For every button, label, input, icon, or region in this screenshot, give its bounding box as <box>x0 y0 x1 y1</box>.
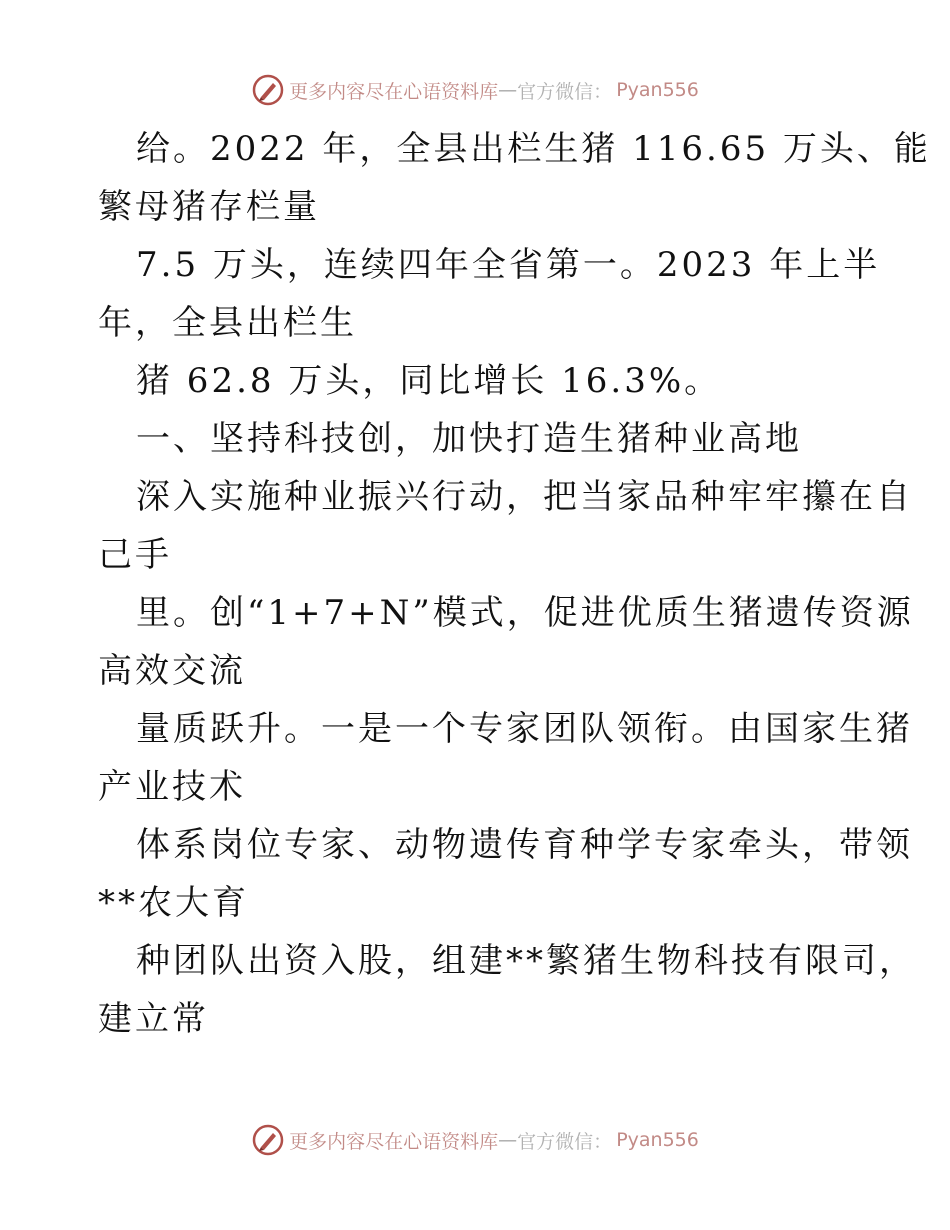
text-line: 体系岗位专家、动物遗传育种学专家牵头，带领 <box>136 825 913 865</box>
pen-logo-icon <box>251 1123 285 1157</box>
watermark-wechat-label: 官方微信： <box>517 1130 613 1153</box>
text-line: **农大育 <box>98 883 249 923</box>
watermark-dash: — <box>498 79 518 101</box>
watermark-text: 更多内容尽在心语资料库 <box>289 80 499 103</box>
watermark-text: 更多内容尽在心语资料库 <box>289 1130 499 1153</box>
text-line: 繁母猪存栏量 <box>98 187 320 227</box>
footer-watermark <box>0 1120 950 1160</box>
text-line: 7.5 万头，连续四年全省第一。2023 年上半 <box>136 245 881 285</box>
text-line: 年，全县出栏生 <box>98 303 357 343</box>
header-watermark <box>0 70 950 110</box>
text-line: 建立常 <box>98 999 209 1039</box>
text-line: 里。创“1+7+N”模式，促进优质生猪遗传资源 <box>136 593 914 633</box>
section-heading: 一、坚持科技创，加快打造生猪种业高地 <box>136 419 802 459</box>
watermark-dash: — <box>498 1129 518 1151</box>
text-line: 己手 <box>98 535 172 575</box>
text-line: 给。2022 年，全县出栏生猪 116.65 万头、能 <box>136 129 931 169</box>
document-body <box>98 120 931 1048</box>
watermark-wechat-label: 官方微信： <box>517 80 613 103</box>
text-line: 量质跃升。一是一个专家团队领衔。由国家生猪 <box>136 709 913 749</box>
text-line: 产业技术 <box>98 767 246 807</box>
text-line: 高效交流 <box>98 651 246 691</box>
watermark-wechat-id: Pyan556 <box>616 1129 699 1151</box>
text-line: 猪 62.8 万头，同比增长 16.3%。 <box>136 361 722 401</box>
pen-logo-icon <box>251 73 285 107</box>
watermark-wechat-id: Pyan556 <box>616 79 699 101</box>
text-line: 种团队出资入股，组建**繁猪生物科技有限司， <box>136 941 916 981</box>
text-line: 深入实施种业振兴行动，把当家品种牢牢攥在自 <box>136 477 913 517</box>
